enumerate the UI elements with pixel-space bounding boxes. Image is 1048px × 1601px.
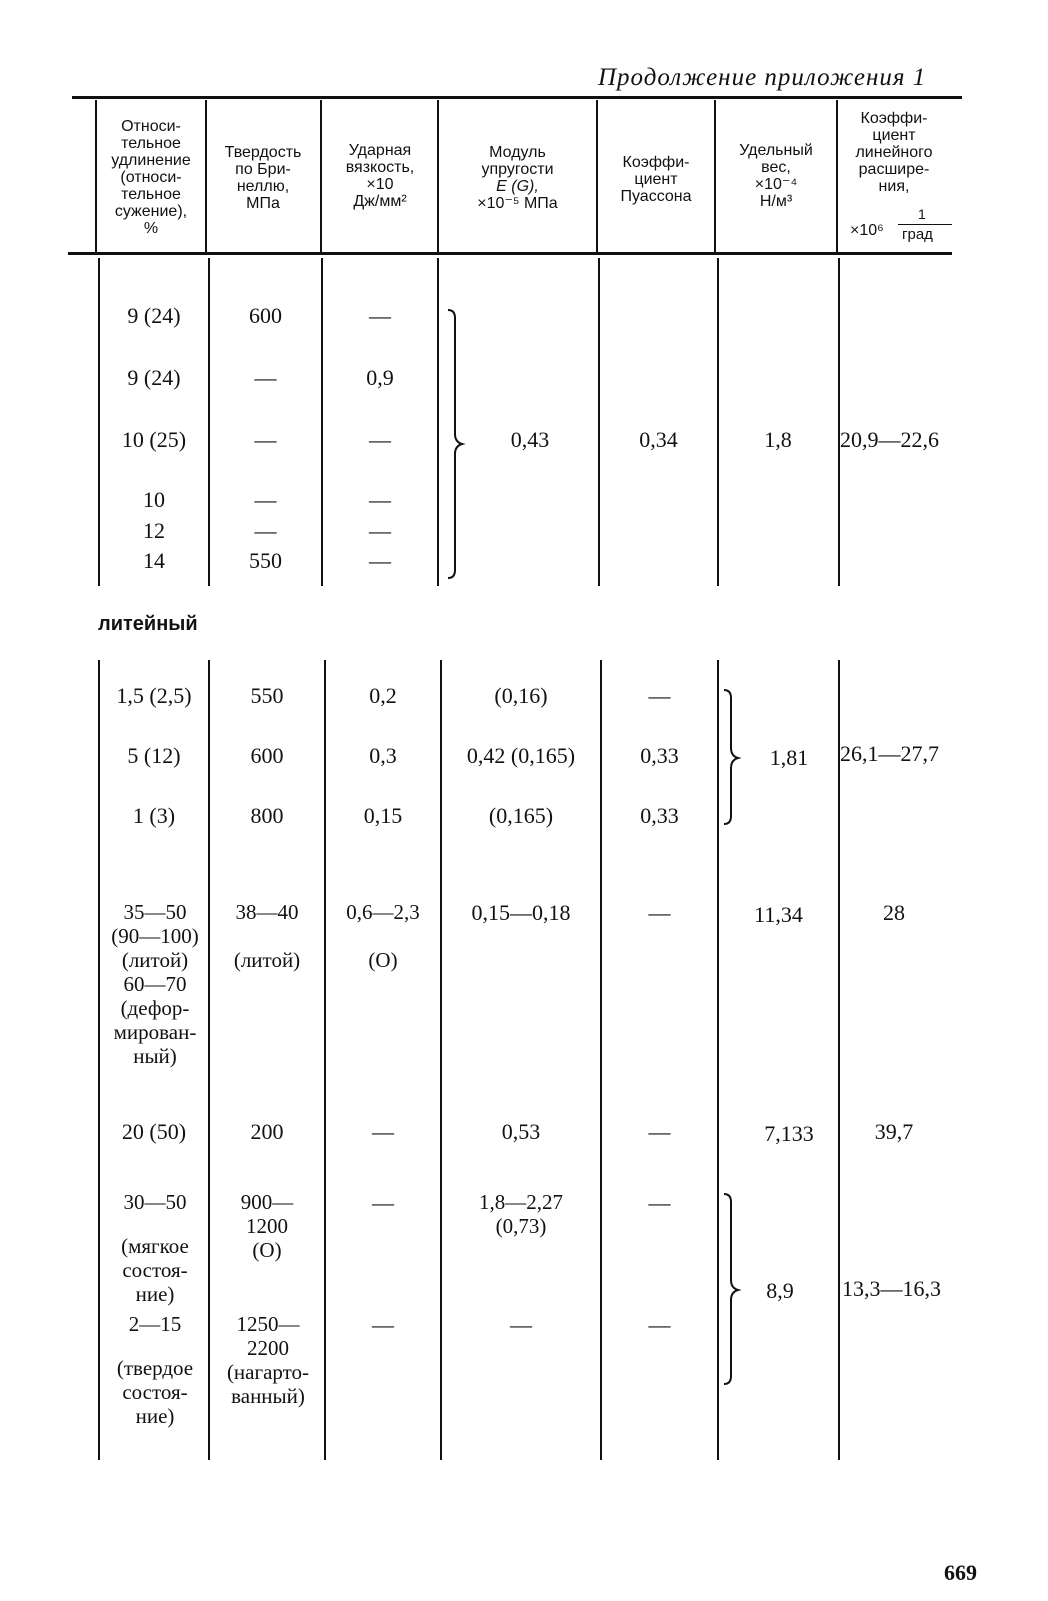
header-bottom-rule (68, 252, 952, 255)
g5-elongation-line: ние) (135, 1282, 175, 1306)
header-impact (322, 142, 438, 210)
header-line: ния, (878, 178, 910, 195)
g1-elongation-3: 10 (25) (121, 427, 187, 452)
g2-elongation-1: 1,5 (2,5) (116, 683, 192, 708)
g5-impact-a: — (372, 1190, 394, 1215)
header-line: (относи- (120, 169, 182, 186)
g1-hardness-3: — (254, 427, 277, 452)
header-line: Удельный (739, 142, 813, 159)
g2-poisson-1: — (648, 683, 671, 708)
body-divider (717, 660, 719, 1460)
g5-modulus-line: (0,73) (495, 1214, 547, 1238)
g4-expansion: 39,7 (874, 1119, 914, 1144)
g3-hardness-line: 38—40 (235, 900, 299, 924)
g2-impact-2: 0,3 (369, 743, 397, 768)
header-line: линейного (855, 144, 933, 161)
header-line: Дж/мм² (353, 193, 407, 210)
g3-elongation-line: (литой) (121, 948, 189, 972)
running-header: Продолжение приложения 1 (598, 64, 927, 91)
g3-elongation-line: 60—70 (123, 972, 187, 996)
body-divider (717, 258, 719, 586)
body-divider (437, 258, 439, 586)
header-line: удлинение (111, 152, 191, 169)
header-elongation (96, 118, 206, 237)
g1-elongation-5: 12 (143, 518, 165, 543)
g1-elongation-1: 9 (24) (127, 303, 181, 328)
g3-expansion: 28 (883, 900, 905, 925)
expansion-unit-den: град (902, 226, 933, 243)
g1-hardness-4: — (254, 487, 277, 512)
header-line: ×10⁻⁴ (754, 176, 798, 193)
g5-hardness-line: (О) (252, 1238, 282, 1262)
g5-hardness-b (210, 1312, 326, 1408)
g2-poisson-2: 0,33 (640, 743, 679, 768)
section-label: литейный (98, 613, 198, 635)
header-line: расшире- (858, 161, 930, 178)
header-line: упругости (481, 161, 554, 178)
g2-expansion: 26,1—27,7 (840, 741, 939, 766)
header-line: вязкость, (345, 159, 415, 176)
header-poisson (598, 154, 714, 205)
g2-modulus-3: (0,165) (488, 803, 554, 828)
header-line: циент (872, 127, 916, 144)
g1-impact-5: — (369, 518, 391, 543)
g4-modulus: 0,53 (501, 1119, 541, 1144)
g3-impact-line: (О) (368, 948, 398, 972)
header-line: циент (634, 171, 678, 188)
g1-elongation-2: 9 (24) (127, 365, 181, 390)
g2-elongation-2: 5 (12) (127, 743, 181, 768)
header-line: E (G), (496, 178, 539, 195)
g4-elongation: 20 (50) (121, 1119, 187, 1144)
body-divider (598, 258, 600, 586)
g5-hardness-line: 1250— (236, 1312, 300, 1336)
expansion-unit-prefix: ×10⁶ (850, 222, 884, 239)
g5-modulus-b: — (510, 1312, 532, 1337)
g5-elongation-line: (твердое (116, 1356, 194, 1380)
g4-weight: 7,133 (764, 1121, 814, 1146)
g4-impact: — (372, 1119, 394, 1144)
expansion-unit-num: 1 (918, 206, 926, 222)
header-expansion (838, 110, 950, 195)
g3-elongation-line: ный) (133, 1044, 177, 1068)
g1-hardness-6: 550 (249, 548, 282, 573)
header-line: тельное (121, 186, 181, 203)
page-number: 669 (944, 1560, 977, 1585)
g5-elongation-line: состоя- (122, 1258, 188, 1282)
g1-hardness-2: — (254, 365, 277, 390)
g3-poisson: — (648, 900, 671, 925)
g1-elongation-4: 10 (143, 487, 165, 512)
header-hardness (206, 144, 320, 212)
g2-impact-3: 0,15 (363, 803, 403, 828)
header-line: сужение), (114, 203, 188, 220)
g3-modulus: 0,15—0,18 (471, 900, 571, 925)
header-line: Твердость (224, 144, 302, 161)
header-line: Пуассона (620, 188, 692, 205)
g5-modulus-a (442, 1190, 600, 1238)
header-line: неллю, (236, 178, 290, 195)
g5-elongation-line: 2—15 (128, 1312, 182, 1336)
body-divider (440, 660, 442, 1460)
g5-elongation-b (100, 1312, 210, 1428)
g5-hardness-line: ванный) (231, 1384, 305, 1408)
g3-elongation-line: (90—100) (111, 924, 199, 948)
g1-elongation-6: 14 (143, 548, 165, 573)
g5-brace (722, 1192, 742, 1388)
g1-expansion: 20,9—22,6 (840, 427, 939, 452)
g5-hardness-line: 1200 (246, 1214, 288, 1238)
g1-impact-1: — (369, 303, 391, 328)
expansion-unit-fraction-bar (898, 224, 952, 225)
g5-poisson-b: — (648, 1312, 671, 1337)
g3-weight: 11,34 (754, 902, 803, 927)
g5-poisson-a: — (648, 1190, 671, 1215)
g5-hardness-line: 2200 (247, 1336, 289, 1360)
g2-poisson-3: 0,33 (640, 803, 679, 828)
g2-modulus-2: 0,42 (0,165) (466, 743, 576, 768)
g1-modulus: 0,43 (510, 427, 550, 452)
g2-brace (722, 688, 742, 828)
g1-impact-4: — (369, 487, 391, 512)
g1-hardness-5: — (254, 518, 277, 543)
g3-elongation (100, 900, 210, 1068)
g3-impact (326, 900, 440, 972)
g5-elongation-line: ние) (135, 1404, 175, 1428)
g2-elongation-3: 1 (3) (132, 803, 176, 828)
g2-weight: 1,81 (769, 745, 809, 770)
g3-elongation-line: (дефор- (120, 996, 190, 1020)
g5-elongation-a (100, 1190, 210, 1306)
g2-hardness-2: 600 (250, 743, 284, 768)
header-line: тельное (121, 135, 181, 152)
header-line: Коэффи- (860, 110, 928, 127)
header-line: вес, (761, 159, 791, 176)
g5-elongation-line: состоя- (122, 1380, 188, 1404)
g3-elongation-line: мирован- (113, 1020, 197, 1044)
body-divider (838, 660, 840, 1460)
header-line: Н/м³ (759, 193, 793, 210)
header-line: Ударная (348, 142, 412, 159)
g3-hardness-line: (литой) (233, 948, 301, 972)
header-line: ×10⁻⁵ МПа (477, 195, 558, 212)
header-line: ×10 (366, 176, 394, 193)
g5-weight: 8,9 (766, 1278, 794, 1303)
g1-impact-2: 0,9 (366, 365, 394, 390)
g5-hardness-line: (нагарто- (226, 1360, 310, 1384)
g5-elongation-line: 30—50 (123, 1190, 187, 1214)
header-line: Коэффи- (622, 154, 690, 171)
header-line: по Бри- (235, 161, 291, 178)
header-modulus (439, 144, 596, 212)
g1-impact-6: — (369, 548, 391, 573)
header-line: Относи- (121, 118, 181, 135)
g1-impact-3: — (369, 427, 391, 452)
table-top-rule (72, 96, 962, 99)
g2-impact-1: 0,2 (369, 683, 397, 708)
g2-hardness-3: 800 (250, 803, 284, 828)
header-line: % (143, 220, 159, 237)
g5-hardness-line: 900— (240, 1190, 294, 1214)
g1-hardness-1: 600 (249, 303, 282, 328)
g4-hardness: 200 (250, 1119, 284, 1144)
header-line: Модуль (489, 144, 546, 161)
g5-impact-b: — (372, 1312, 394, 1337)
g3-elongation-line: 35—50 (123, 900, 187, 924)
g5-modulus-line: 1,8—2,27 (479, 1190, 563, 1214)
body-divider (600, 660, 602, 1460)
g3-hardness (210, 900, 324, 972)
g4-poisson: — (648, 1119, 671, 1144)
g1-weight: 1,8 (764, 427, 792, 452)
header-weight (716, 142, 836, 210)
g1-poisson: 0,34 (639, 427, 678, 452)
g3-impact-line: 0,6—2,3 (346, 900, 420, 924)
g2-modulus-1: (0,16) (494, 683, 548, 708)
g5-elongation-line: (мягкое (121, 1234, 189, 1258)
g5-hardness-a (210, 1190, 324, 1262)
g2-hardness-1: 550 (250, 683, 284, 708)
header-line: МПа (246, 195, 280, 212)
body-divider (838, 258, 840, 586)
g5-expansion: 13,3—16,3 (842, 1276, 941, 1301)
